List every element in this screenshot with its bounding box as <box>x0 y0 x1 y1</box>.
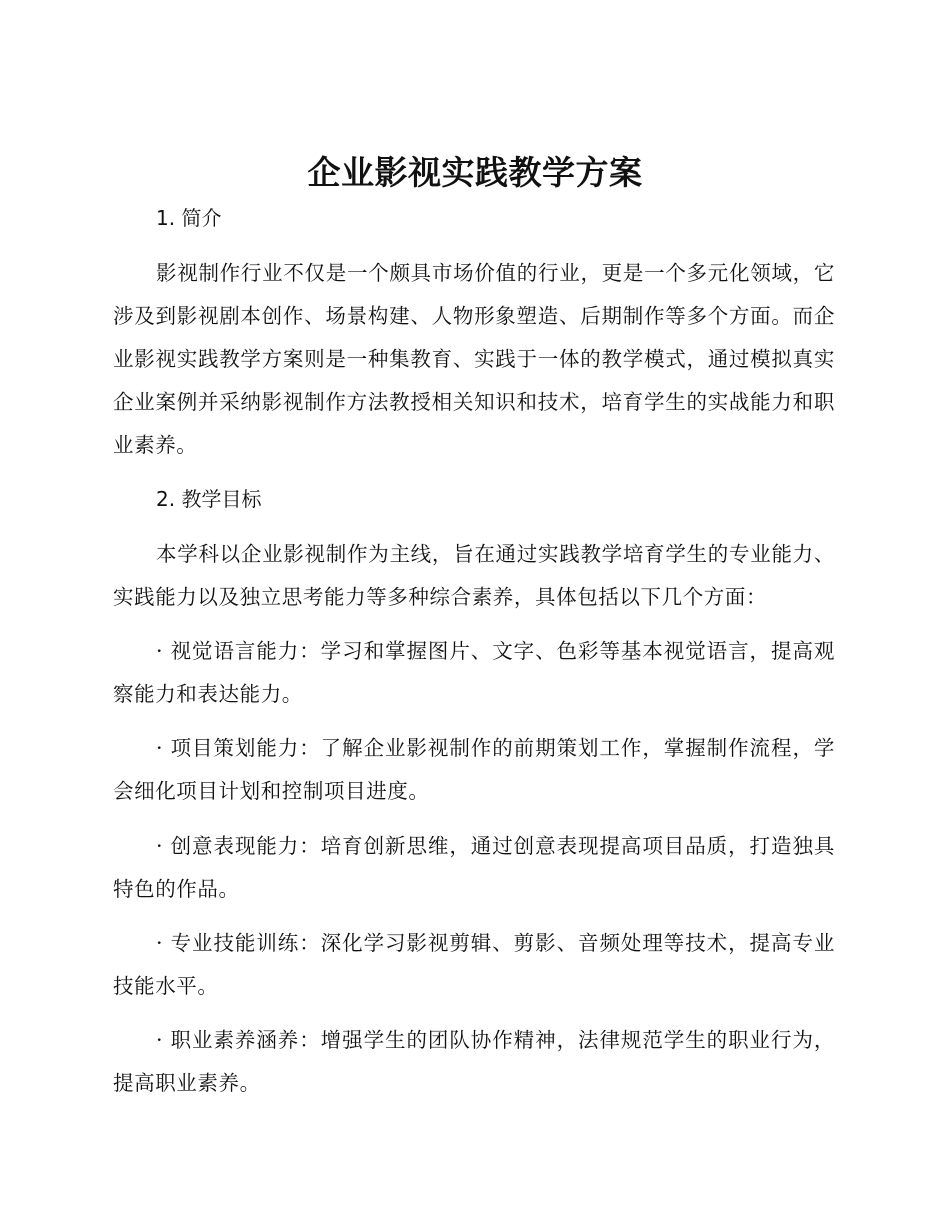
goal-item-creative-expression: · 创意表现能力：培育创新思维，通过创意表现提高项目品质，打造独具特色的作品。 <box>113 834 835 901</box>
section-heading-goals: 2. 教学目标 <box>156 487 262 511</box>
section-heading-intro: 1. 简介 <box>156 206 222 230</box>
goal-item-professional-ethics: · 职业素养涵养：增强学生的团队协作精神，法律规范学生的职业行为，提高职业素养。 <box>113 1028 835 1095</box>
document-title: 企业影视实践教学方案 <box>307 153 643 192</box>
goal-item-project-planning: · 项目策划能力：了解企业影视制作的前期策划工作，掌握制作流程，学会细化项目计划和控制项目进度。 <box>113 736 835 803</box>
goals-paragraph: 本学科以企业影视制作为主线，旨在通过实践教学培育学生的专业能力、实践能力以及独立思考能力等多种综合素养，具体包括以下几个方面： <box>113 542 835 609</box>
goal-item-visual-language: · 视觉语言能力：学习和掌握图片、文字、色彩等基本视觉语言，提高观察能力和表达能力。 <box>113 639 835 706</box>
goal-item-professional-skills: · 专业技能训练：深化学习影视剪辑、剪影、音频处理等技术，提高专业技能水平。 <box>113 931 835 998</box>
intro-paragraph: 影视制作行业不仅是一个颇具市场价值的行业，更是一个多元化领域，它涉及到影视剧本创作、场景构建、人物形象塑造、后期制作等多个方面。而企业影视实践教学方案则是一种集教育、实践于一体的教学模式，通过模拟真实企业案例并采纳影视制作方法教授相关知识和技术，培育学生的实战能力和职业素养。 <box>113 261 835 457</box>
